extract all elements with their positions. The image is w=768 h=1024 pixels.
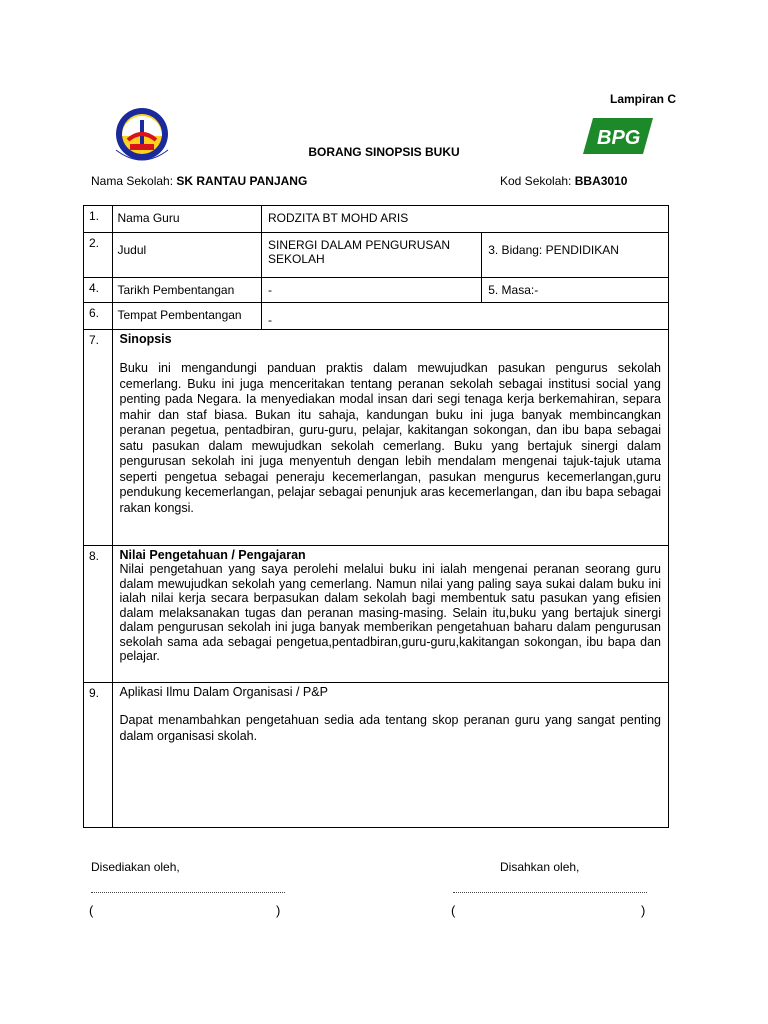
kod-label: Kod Sekolah: <box>500 174 572 188</box>
open-paren-left: ( <box>89 903 94 918</box>
school-label: Nama Sekolah: <box>91 174 174 188</box>
aplikasi-text: Dapat menambahkan pengetahuan sedia ada tentang skop peranan guru yang sangat penting dalam organisasi skolah. <box>119 713 661 743</box>
school-code <box>500 174 627 188</box>
synopsis-form-table <box>83 205 669 828</box>
sinopsis-text: Buku ini mengandungi panduan praktis dalam mewujudkan pasukan pengurus sekolah cemerlang. Buku ini juga menceritakan tentang peranan sekolah sebagai institusi social yang penting pada Negara. Ia menyediakan modal insan dari segi tenaga kerja berkemahiran, separa mahir dan staf biasa. Bukan itu sahaja, kandungan buku ini juga banyak membincangkan peranan pegetua, pentadbiran, guru-guru, pelajar, kakitangan sokongan, dan ibu bapa sebagai satu pasukan dalam mewujudkan sekolah cemerlang. Buku yang bertajuk sinergi dalam pengurusan sekolah ini juga menyentuh dengan lebih mendalam mengenai tajuk-tajuk utama seperti pengetua sebagai peneraju kecemerlangan, pasukan mengurus kecemerlangan,guru pendukung kecemerlangan, pelajar sebagai penunjuk aras kecemerlangan, dan ibu bapa sebagai rakan kongsi. <box>119 361 661 515</box>
row-number: 2. <box>84 233 113 278</box>
row-sinopsis <box>84 330 669 546</box>
aplikasi-cell <box>112 683 669 828</box>
open-paren-right: ( <box>451 903 456 918</box>
row-number: 7. <box>84 330 113 546</box>
sinopsis-cell <box>112 330 669 546</box>
row-tarikh <box>84 278 669 303</box>
row-judul <box>84 233 669 278</box>
row-label: Nama Guru <box>112 206 262 233</box>
row-number: 4. <box>84 278 113 303</box>
row-masa: 5. Masa:- <box>482 278 669 303</box>
row-nilai <box>84 546 669 683</box>
row-value: - <box>262 303 669 330</box>
signature-line-left <box>91 892 285 893</box>
nilai-text: Nilai pengetahuan yang saya perolehi melalui buku ini ialah mengenai peranan seorang guru dalam mewujudkan sekolah yang cemerlang. Namun nilai yang paling saya sukai dalam buku ini ialah nilai kerja secara berpasukan dalam sekolah bagi membentuk satu pasukan yang efisien dalam melaksanakan tugas dan peranan masing-masing. Selain itu,buku yang bertajuk sinergi dalam pengurusan sekolah ini juga banyak memberikan pengetahuan baharu dalam pengurusan sekolah sama ada sebagai pengetua,pentadbiran,guru-guru,kakitangan sokongan, ibu bapa dan pelajar. <box>119 562 661 663</box>
row-nama-guru <box>84 206 669 233</box>
kod-value: BBA3010 <box>574 174 628 188</box>
nilai-heading: Nilai Pengetahuan / Pengajaran <box>119 548 306 562</box>
row-number: 9. <box>84 683 113 828</box>
school-name <box>91 174 307 188</box>
bpg-logo-text: BPG <box>597 127 641 149</box>
approved-by-label: Disahkan oleh, <box>500 860 580 874</box>
prepared-by-label: Disediakan oleh, <box>91 860 180 874</box>
row-label: Tempat Pembentangan <box>112 303 262 330</box>
row-value: SINERGI DALAM PENGURUSAN SEKOLAH <box>262 233 482 278</box>
row-label: Judul <box>112 233 262 278</box>
row-aplikasi <box>84 683 669 828</box>
aplikasi-heading: Aplikasi Ilmu Dalam Organisasi / P&P <box>119 685 328 699</box>
row-bidang: 3. Bidang: PENDIDIKAN <box>482 233 669 278</box>
school-value: SK RANTAU PANJANG <box>176 174 308 188</box>
sinopsis-heading: Sinopsis <box>119 332 172 346</box>
close-paren-right: ) <box>641 903 646 918</box>
lampiran-label: Lampiran C <box>610 92 677 106</box>
signature-line-right <box>453 892 647 893</box>
close-paren-left: ) <box>276 903 281 918</box>
row-value: RODZITA BT MOHD ARIS <box>262 206 669 233</box>
row-number: 8. <box>84 546 113 683</box>
nilai-cell <box>112 546 669 683</box>
row-number: 6. <box>84 303 113 330</box>
row-value: - <box>262 278 482 303</box>
row-number: 1. <box>84 206 113 233</box>
form-title: BORANG SINOPSIS BUKU <box>308 145 460 159</box>
row-label: Tarikh Pembentangan <box>112 278 262 303</box>
row-tempat <box>84 303 669 330</box>
